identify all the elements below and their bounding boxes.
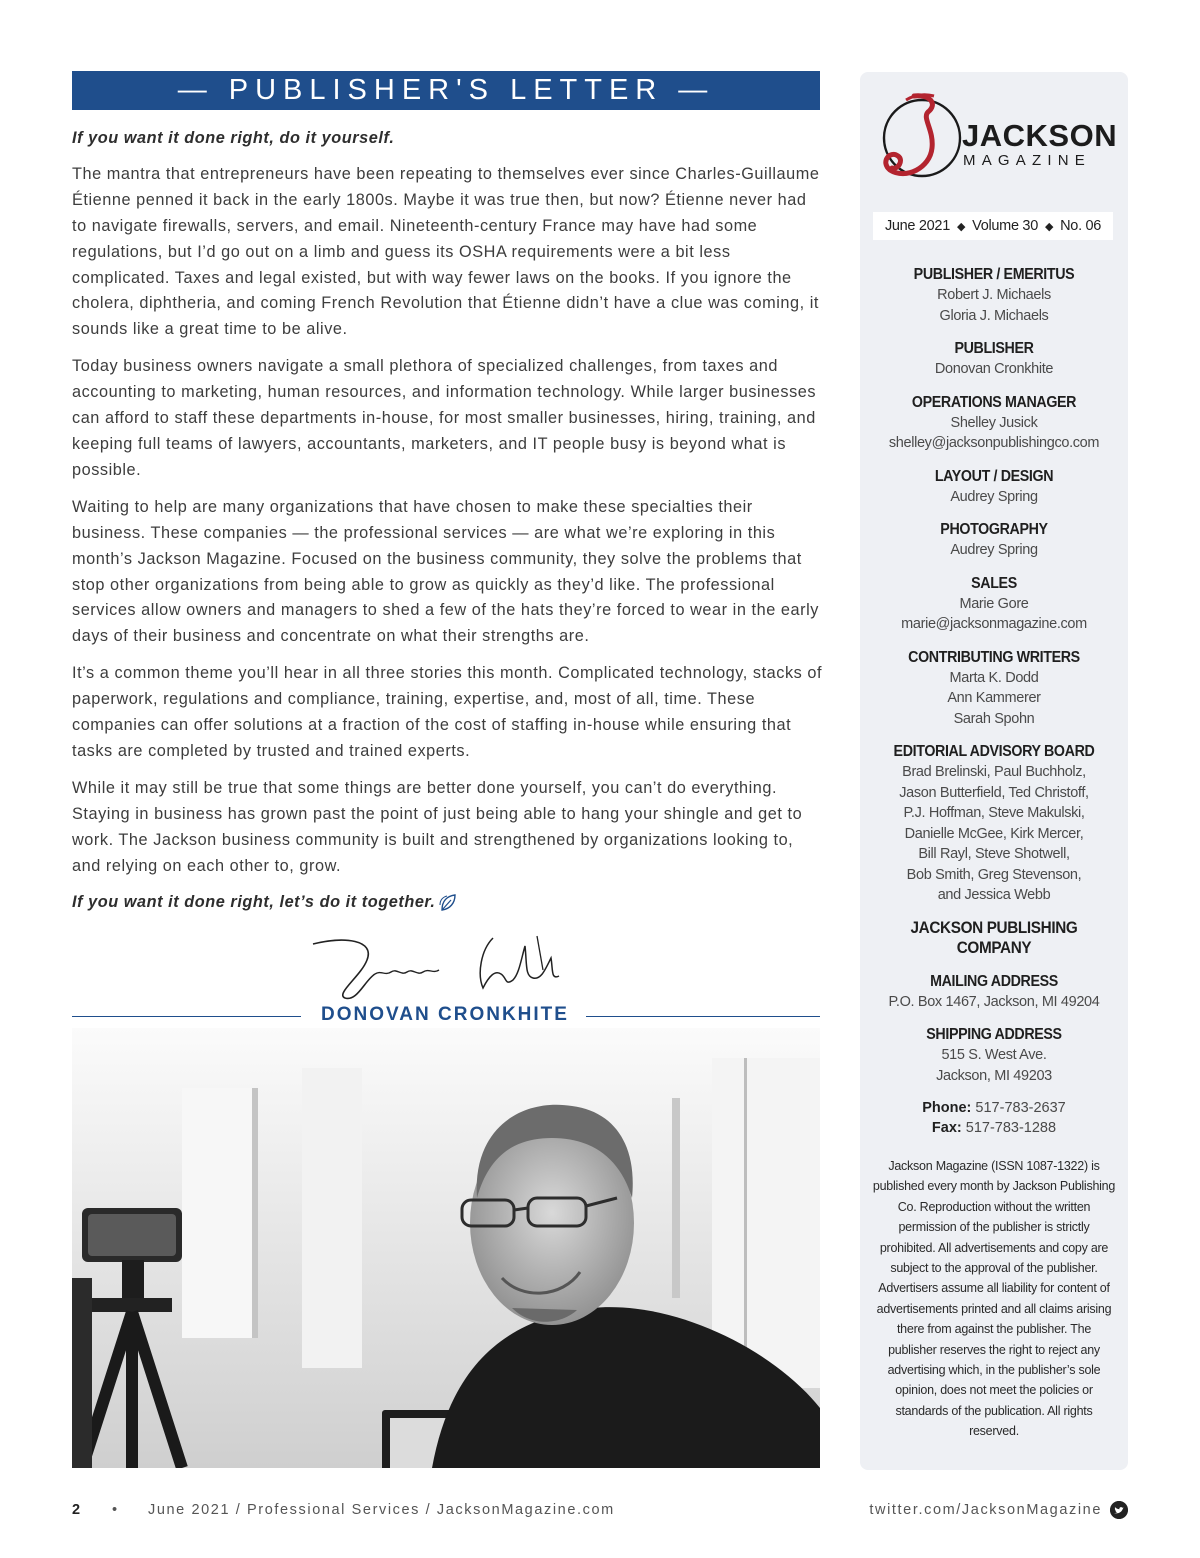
logo-j-emblem-icon: [876, 90, 966, 190]
credit-heading: PUBLISHER: [954, 340, 1034, 357]
credit-name: Bill Rayl, Steve Shotwell,: [918, 846, 1070, 862]
credit-name: Ann Kammerer: [947, 690, 1041, 706]
fax-number: 517-783-1288: [965, 1120, 1057, 1136]
credit-advisory-board: [870, 741, 1118, 906]
credit-name: Marta K. Dodd: [949, 669, 1039, 686]
credit-heading: CONTRIBUTING WRITERS: [908, 648, 1080, 666]
footer-issue-info: June 2021 / Professional Services / JacksonMagazine.com: [148, 1502, 615, 1518]
credit-name: Audrey Spring: [950, 488, 1038, 505]
credit-publisher: [870, 338, 1118, 380]
fax-line: [870, 1118, 1118, 1138]
mailing-address: [870, 971, 1118, 1013]
paragraph: The mantra that entrepreneurs have been repeating to themselves ever since Charles-Guillaume Étienne penned it back in the early 1800s. Maybe it was true then, but now? Étienne never had to navigate firewalls, servers, and email. Nineteenth-century France may have had some regulations, but I’d go out on a limb and guess its OSHA requirements were a bit less complicated. Taxes and legal existed, but with way fewer laws on the books. If you ignore the cholera, diphtheria, and coming French Revolution that Étienne didn’t have a clue was coming, it sounds like a great time to be alive.: [72, 164, 820, 339]
paragraph: Waiting to help are many organizations that have chosen to make these specialties their business. These companies — the professional services — are what we’re exploring in this month’s Jackson Magazine. Focused on the business community, they solve the problems that stop other organizations from being able to grow as quickly as they’d like. The professional services allow owners and managers to shed a few of the hats they’re forced to wear in the early days of their business and concentrate on what their strengths are.: [72, 497, 819, 646]
paragraph: Today business owners navigate a small plethora of specialized challenges, from taxes and accounting to marketing, human resources, and information technology. While larger businesses can afford to staff these departments in-house, for most smaller businesses, hiring, training, and keeping full teams of lawyers, accountants, marketers, and IT people busy is beyond what is possible.: [72, 357, 817, 479]
credit-name: and Jessica Webb: [937, 887, 1051, 903]
credit-heading: SHIPPING ADDRESS: [926, 1026, 1062, 1043]
issue-info: [873, 212, 1113, 240]
address-line: Jackson, MI 49203: [936, 1067, 1052, 1084]
credit-name: Robert J. Michaels: [937, 287, 1051, 303]
masthead-credits: [870, 264, 1118, 1442]
diamond-icon: ◆: [1044, 220, 1054, 233]
credit-name: Sarah Spohn: [953, 710, 1035, 727]
logo-subtitle: MAGAZINE: [963, 152, 1091, 169]
banner-title: — PUBLISHER'S LETTER —: [177, 74, 715, 106]
signature-name: DONOVAN CRONKHITE: [321, 1004, 569, 1025]
paragraph: While it may still be true that some things are better done yourself, you can’t do everything. Staying in business has grown past the point of just being able to hang your shingle and get to work. The Jackson business community is built and strengthened by organizations looking to, and relying on each other to, grow.: [72, 778, 803, 875]
logo-wordmark: JACKSON: [962, 118, 1118, 153]
credit-name: Jason Butterfield, Ted Christoff,: [899, 784, 1089, 801]
issue-number: No. 06: [1060, 218, 1102, 234]
credit-name: Gloria J. Michaels: [939, 307, 1049, 324]
credit-publisher-emeritus: [870, 264, 1118, 326]
footer-twitter-link[interactable]: twitter.com/JacksonMagazine: [869, 1502, 1102, 1518]
signature-rule-left: [72, 1016, 301, 1017]
shipping-address: [870, 1024, 1118, 1086]
issue-date: June 2021: [884, 218, 950, 234]
credit-email: marie@jacksonmagazine.com: [901, 616, 1087, 632]
page-footer: [72, 1502, 1128, 1524]
end-mark-leaf-icon: [438, 893, 458, 913]
credit-name: Marie Gore: [959, 595, 1029, 612]
closing-text: If you want it done right, let’s do it together.: [72, 893, 436, 912]
credit-name: Brad Brelinski, Paul Buchholz,: [902, 764, 1086, 780]
publisher-photo: [72, 1028, 820, 1468]
credit-heading: SALES: [971, 574, 1017, 592]
page-number: 2: [72, 1502, 82, 1518]
phone-label: Phone:: [922, 1100, 972, 1116]
jackson-magazine-logo: [876, 90, 1116, 190]
credit-heading: LAYOUT / DESIGN: [934, 467, 1054, 485]
credit-name: Donovan Cronkhite: [934, 361, 1054, 377]
paragraph: It’s a common theme you’ll hear in all three stories this month. Complicated technology, stacks of paperwork, regulations and compliance, training, expertise, and, most of all, time. These companies can offer solutions at a fraction of the cost of staffing in-house while ensuring that tasks are completed by trusted and trained experts.: [72, 664, 823, 760]
credit-heading: PHOTOGRAPHY: [940, 521, 1048, 538]
credit-heading: MAILING ADDRESS: [930, 972, 1058, 990]
address-line: P.O. Box 1467, Jackson, MI 49204: [888, 993, 1100, 1010]
footer-bullet: •: [112, 1502, 119, 1518]
section-banner: [72, 71, 820, 110]
letter-body: [72, 126, 824, 927]
phone-line: [870, 1098, 1118, 1118]
signature-rule-right: [586, 1016, 820, 1017]
company-name: JACKSON PUBLISHING COMPANY: [910, 917, 1078, 957]
credit-email: shelley@jacksonpublishingco.com: [888, 435, 1100, 451]
credit-name: Shelley Jusick: [950, 414, 1038, 431]
diamond-icon: ◆: [956, 220, 966, 233]
handwritten-signature: [305, 930, 565, 1002]
credit-heading: OPERATIONS MANAGER: [911, 393, 1077, 411]
credit-photography: [870, 519, 1118, 561]
closing-quote: [72, 890, 824, 916]
credit-layout: [870, 466, 1118, 508]
lead-quote: If you want it done right, do it yourself.: [72, 129, 395, 147]
fax-label: Fax:: [931, 1120, 962, 1136]
credit-name: P.J. Hoffman, Steve Makulski,: [903, 805, 1085, 821]
phone-number: 517-783-2637: [975, 1100, 1066, 1116]
credit-heading: EDITORIAL ADVISORY BOARD: [893, 743, 1095, 760]
credit-name: Audrey Spring: [950, 542, 1038, 558]
credit-operations: [870, 392, 1118, 454]
credit-heading: PUBLISHER / EMERITUS: [913, 266, 1075, 283]
credit-sales: [870, 573, 1118, 635]
credit-name: Danielle McGee, Kirk Mercer,: [904, 825, 1084, 842]
credit-writers: [870, 647, 1118, 730]
twitter-icon[interactable]: [1110, 1501, 1128, 1519]
issue-volume: Volume 30: [972, 218, 1038, 234]
address-line: 515 S. West Ave.: [941, 1047, 1047, 1063]
legal-notice: Jackson Magazine (ISSN 1087-1322) is published every month by Jackson Publishing Co. Reproduction without the written permission of the publisher is strictly prohibited. All advertisements and copy are subject to the approval of the publisher. Advertisers assume all liability for content of advertisements printed and all claims arising there from against the publisher. The publisher reserves the right to reject any advertising which, in the publisher’s sole opinion, does not meet the policies or standards of the publication. All rights reserved.: [872, 1159, 1116, 1439]
credit-name: Bob Smith, Greg Stevenson,: [906, 866, 1082, 883]
